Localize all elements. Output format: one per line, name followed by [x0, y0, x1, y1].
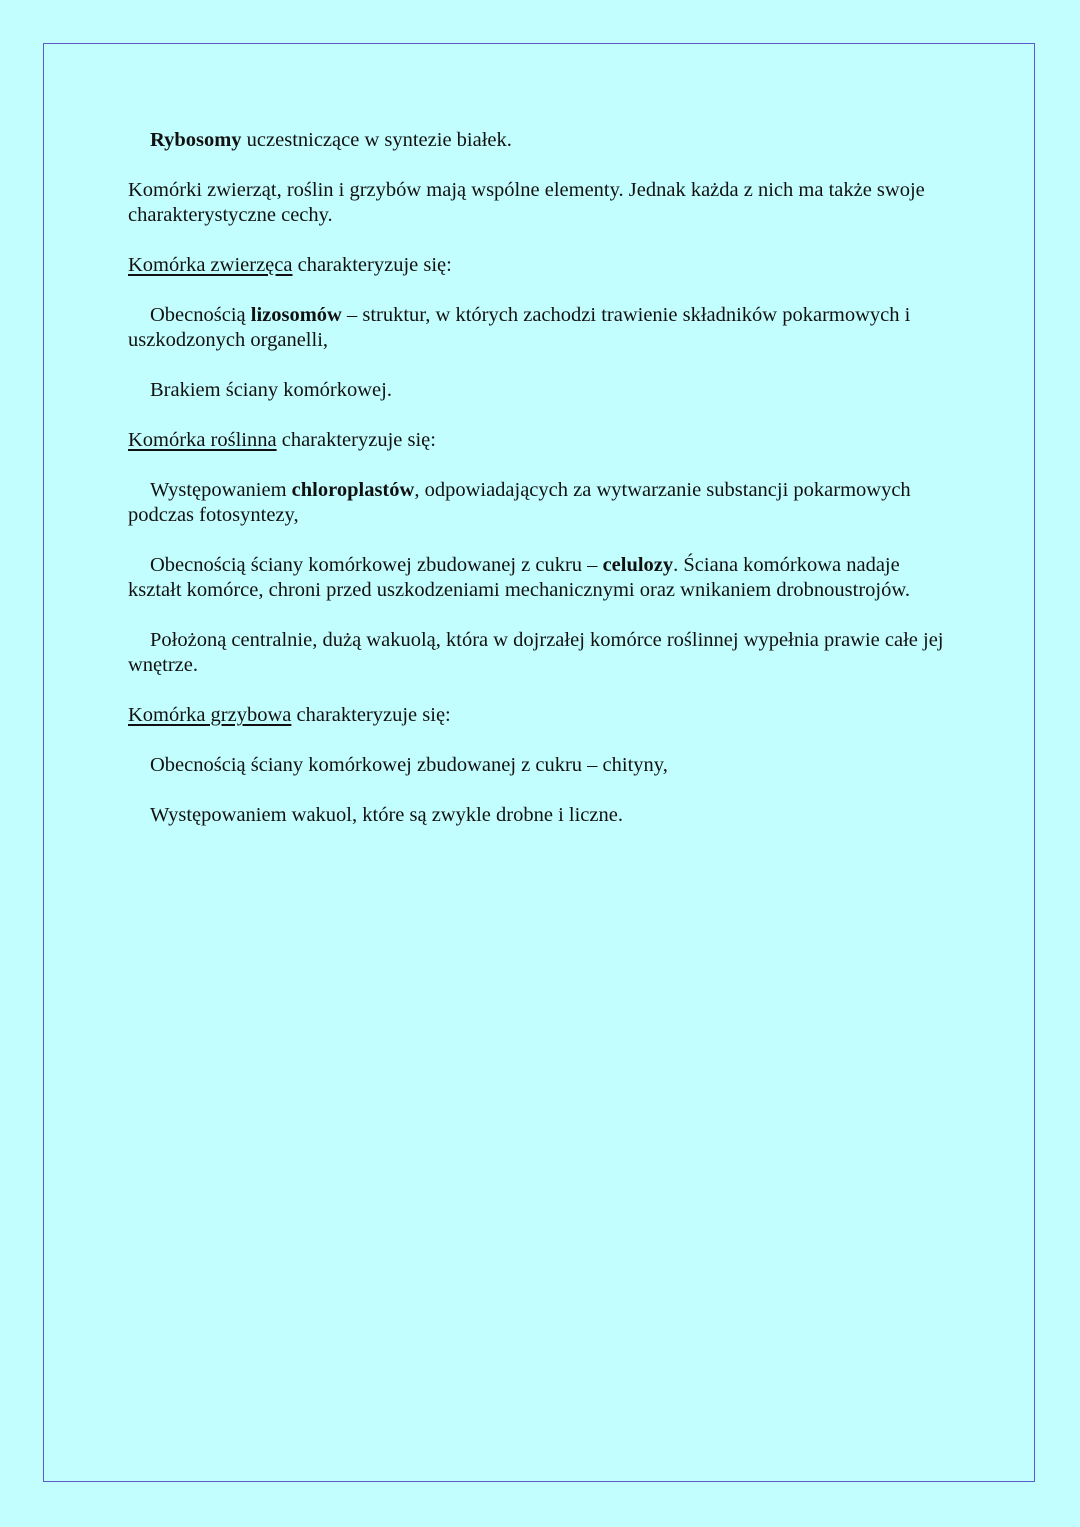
fungal-cell-heading-text: charakteryzuje się: — [291, 704, 451, 726]
animal-item-no-cell-wall: Brakiem ściany komórkowej. — [150, 379, 392, 401]
animal-item-lysosomes-post: – struktur, w których zachodzi trawienie składników pokarmowych i uszkodzonych organelli, — [128, 304, 911, 351]
plant-item-cell-wall-post: . Ściana komórkowa nadaje kształt komórce, chroni przed uszkodzeniami mechanicznymi oraz wnikaniem drobnoustrojów. — [128, 554, 910, 601]
rybosomy-term: Rybosomy — [150, 129, 242, 151]
plant-item-chloroplasts-pre: Występowaniem — [150, 479, 292, 501]
animal-item-lysosomes — [128, 303, 958, 353]
rybosomy-paragraph — [128, 128, 958, 153]
lysosomes-term: lizosomów — [250, 304, 342, 326]
plant-cell-heading-text: charakteryzuje się: — [276, 429, 436, 451]
animal-cell-heading-term: Komórka zwierzęca — [128, 254, 293, 276]
document-body — [128, 128, 958, 853]
plant-cell-heading — [128, 428, 958, 453]
plant-item-cell-wall — [128, 553, 958, 603]
fungal-item-chitin: Obecnością ściany komórkowej zbudowanej z cukru – chityny, — [150, 754, 668, 776]
plant-item-chloroplasts-post: , odpowiadających za wytwarzanie substancji pokarmowych podczas fotosyntezy, — [128, 479, 911, 526]
common-elements-paragraph: Komórki zwierząt, roślin i grzybów mają wspólne elementy. Jednak każda z nich ma także swoje charakterystyczne cechy. — [128, 179, 925, 226]
fungal-cell-heading-term: Komórka grzybowa — [128, 704, 292, 726]
plant-item-cell-wall-pre: Obecnością ściany komórkowej zbudowanej z cukru – — [150, 554, 603, 576]
fungal-item-vacuoles: Występowaniem wakuol, które są zwykle drobne i liczne. — [150, 804, 623, 826]
plant-cell-heading-term: Komórka roślinna — [128, 429, 277, 451]
cellulose-term: celulozy — [602, 554, 674, 576]
animal-cell-heading — [128, 253, 958, 278]
plant-item-chloroplasts — [128, 478, 958, 528]
animal-item-lysosomes-pre: Obecnością — [150, 304, 251, 326]
fungal-cell-heading — [128, 703, 958, 728]
chloroplasts-term: chloroplastów — [291, 479, 415, 501]
plant-item-vacuole: Położoną centralnie, dużą wakuolą, która w dojrzałej komórce roślinnej wypełnia prawie całe jej wnętrze. — [128, 629, 944, 676]
rybosomy-text: uczestniczące w syntezie białek. — [241, 129, 512, 151]
animal-cell-heading-text: charakteryzuje się: — [292, 254, 452, 276]
